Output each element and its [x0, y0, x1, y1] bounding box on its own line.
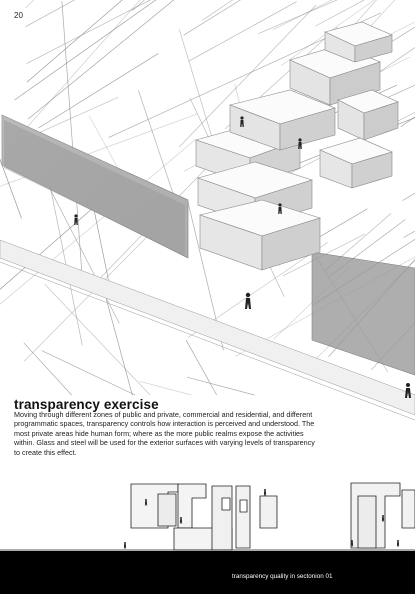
- sketch-line: [106, 299, 132, 395]
- sketch-line: [25, 0, 226, 8]
- sketch-line: [14, 0, 175, 100]
- sketch-line: [187, 377, 254, 395]
- figure-caption: transparency quality in sectonion 01: [232, 573, 333, 580]
- sketch-line: [27, 0, 173, 64]
- sketch-line: [39, 53, 159, 128]
- footer-bar: [0, 551, 415, 594]
- sketch-line: [189, 2, 297, 62]
- sketch-line: [403, 145, 415, 201]
- sketch-line: [24, 343, 72, 395]
- sketch-line: [186, 340, 217, 395]
- right-glass-panel: [312, 252, 415, 375]
- sketch-line: [28, 97, 118, 137]
- section-title: transparency exercise: [14, 397, 159, 412]
- sketch-line: [139, 381, 191, 395]
- sketch-line: [401, 29, 415, 127]
- sketch-line: [42, 351, 135, 395]
- page-number: 20: [14, 11, 23, 20]
- body-paragraph: Moving through different zones of public and private, commercial and residential, and different programmatic spaces, transparency controls how interaction is perceived and understood. The most private areas hide human form; where as the more public realms expose the activities within. Glass and steel will be used for the exterior surfaces with varying levels of transparency to create this effect.: [14, 410, 315, 457]
- sketch-line: [132, 0, 266, 11]
- sketch-line: [404, 136, 415, 237]
- sketch-line: [26, 0, 85, 27]
- sketch-line: [273, 0, 415, 30]
- building-blocks: [196, 22, 398, 270]
- section-drawing: [0, 483, 415, 550]
